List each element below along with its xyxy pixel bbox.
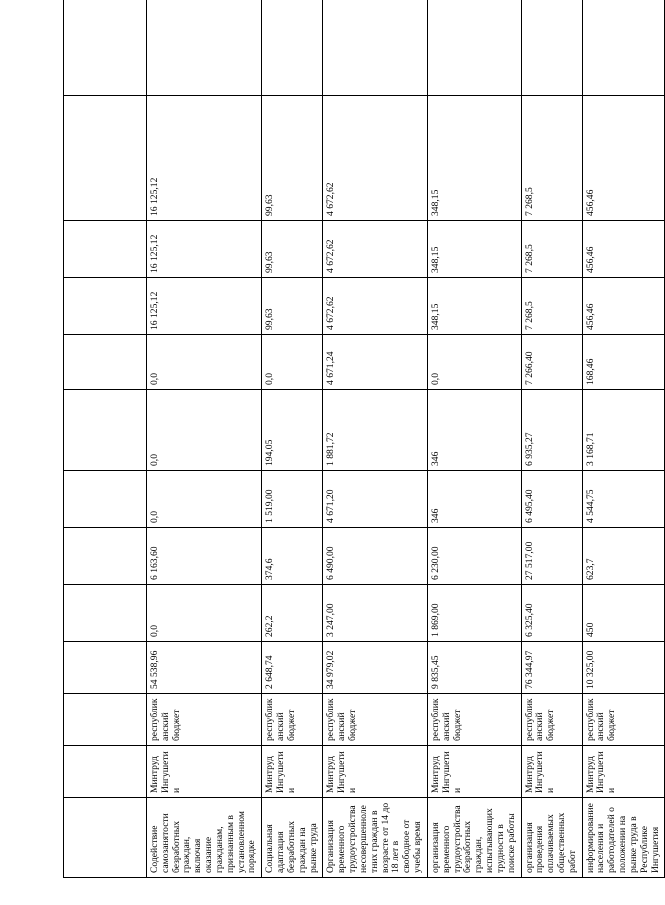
- value-cell: 99,63: [262, 278, 323, 335]
- table-row: [427, 0, 521, 878]
- row-name: организация проведения оплачиваемых общественных работ: [521, 798, 582, 878]
- value-cell: 6 230,00: [427, 528, 521, 585]
- value-cell: 0,0: [427, 335, 521, 390]
- row-executor: Минтруд Ингушетии: [262, 746, 323, 798]
- value-cell: 99,63: [262, 221, 323, 278]
- value-cell: 6 163,60: [147, 528, 262, 585]
- rotated-page: [63, 26, 661, 878]
- budget-table: [63, 0, 665, 878]
- value-cell: 3 168,71: [582, 390, 665, 471]
- value-cell: 16 125,12: [147, 221, 262, 278]
- row-executor: Минтруд Ингушетии: [521, 746, 582, 798]
- value-cell: 168,46: [582, 335, 665, 390]
- value-total: 54 538,96: [147, 642, 262, 694]
- value-cell: 0,0: [147, 335, 262, 390]
- value-cell: 99,63: [262, 96, 323, 221]
- row-source: республиканский бюджет: [147, 694, 262, 746]
- value-cell: 348,15: [427, 96, 521, 221]
- row-source: республиканский бюджет: [427, 694, 521, 746]
- value-cell: 346: [427, 471, 521, 528]
- value-cell: 16 125,12: [147, 96, 262, 221]
- value-cell: 6 935,27: [521, 390, 582, 471]
- value-cell: 4 672,62: [323, 96, 427, 221]
- value-cell: 374,6: [262, 528, 323, 585]
- value-cell: 7 268,5: [521, 96, 582, 221]
- value-cell: 1 519,00: [262, 471, 323, 528]
- value-cell: 4 672,62: [323, 278, 427, 335]
- value-total: 10 325,00: [582, 642, 665, 694]
- value-cell: 1 869,00: [427, 585, 521, 642]
- value-cell: 348,15: [427, 278, 521, 335]
- table-row: [521, 0, 582, 878]
- value-cell: 262,2: [262, 585, 323, 642]
- value-cell: 4 671,20: [323, 471, 427, 528]
- value-cell: 194,05: [262, 390, 323, 471]
- value-cell: 456,46: [582, 221, 665, 278]
- row-executor: Минтруд Ингушетии: [323, 746, 427, 798]
- value-cell: 346: [427, 390, 521, 471]
- value-cell: 27 517,00: [521, 528, 582, 585]
- value-cell: 4 544,75: [582, 471, 665, 528]
- row-name: Содействие самозанятости безработных граждан, включая оказание гражданам, признанным в установленном порядке: [147, 798, 262, 878]
- value-cell: 0,0: [262, 335, 323, 390]
- value-cell: 0,0: [147, 390, 262, 471]
- row-source: республиканский бюджет: [521, 694, 582, 746]
- value-cell: 456,46: [582, 96, 665, 221]
- value-cell: 6 490,00: [323, 528, 427, 585]
- value-cell: 4 671,24: [323, 335, 427, 390]
- row-name: информирование населения и работодателей о положении на рынке труда в Республике Ингушетия: [582, 798, 665, 878]
- value-cell: 7 268,5: [521, 278, 582, 335]
- value-total: 76 344,97: [521, 642, 582, 694]
- value-cell: 0,0: [147, 585, 262, 642]
- row-executor: Минтруд Ингушетии: [427, 746, 521, 798]
- row-source: республиканский бюджет: [323, 694, 427, 746]
- row-executor: Минтруд Ингушетии: [582, 746, 665, 798]
- value-cell: 348,15: [427, 221, 521, 278]
- value-cell: 3 247,00: [323, 585, 427, 642]
- value-cell: 0,0: [147, 471, 262, 528]
- value-cell: 7 268,5: [521, 221, 582, 278]
- table-row: [323, 0, 427, 878]
- value-total: 34 979,02: [323, 642, 427, 694]
- row-name: организация временного трудоустройства безработных граждан, испытывающих трудности в поиске работы: [427, 798, 521, 878]
- value-cell: 456,46: [582, 278, 665, 335]
- value-cell: 450: [582, 585, 665, 642]
- value-cell: 4 672,62: [323, 221, 427, 278]
- table-row: [582, 0, 665, 878]
- value-cell: 7 266,40: [521, 335, 582, 390]
- row-name: Организация временного трудоустройства несовершеннолетних граждан в возрасте от 14 до 18 лет в свободное от учебы время: [323, 798, 427, 878]
- row-source: республиканский бюджет: [262, 694, 323, 746]
- value-total: 2 648,74: [262, 642, 323, 694]
- value-cell: 16 125,12: [147, 278, 262, 335]
- value-total: 9 835,45: [427, 642, 521, 694]
- table-row: [64, 0, 147, 878]
- value-cell: 6 495,40: [521, 471, 582, 528]
- row-source: республиканский бюджет: [582, 694, 665, 746]
- row-executor: Минтруд Ингушетии: [147, 746, 262, 798]
- table-row: [262, 0, 323, 878]
- value-cell: 623,7: [582, 528, 665, 585]
- row-name: Социальная адаптация безработных граждан на рынке труда: [262, 798, 323, 878]
- table-row: [147, 0, 262, 878]
- value-cell: 1 881,72: [323, 390, 427, 471]
- value-cell: 6 325,40: [521, 585, 582, 642]
